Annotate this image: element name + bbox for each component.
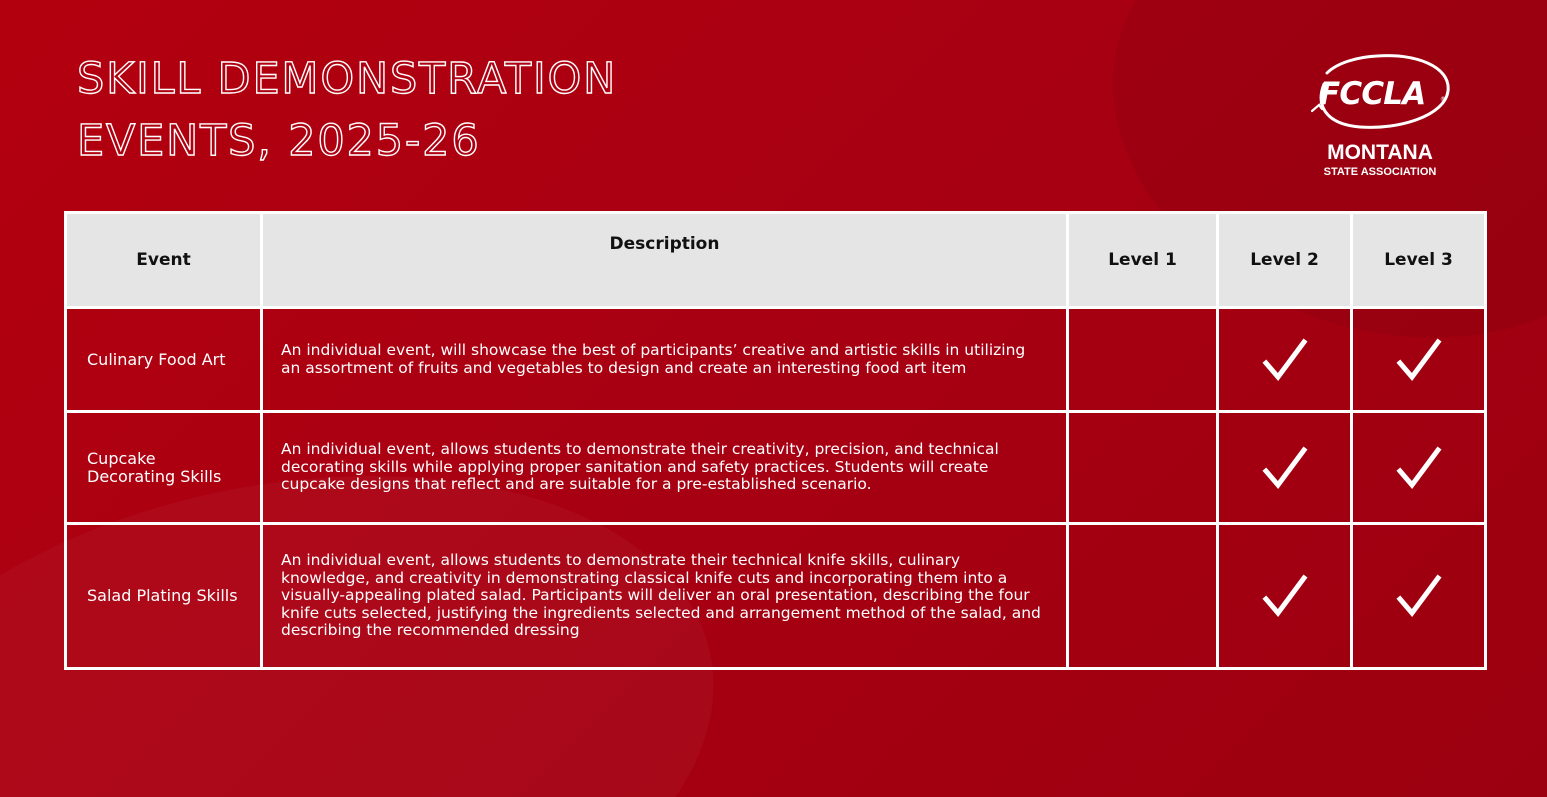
page-title-line-1: SKILL DEMONSTRATION [77,54,618,104]
level-3-cell [1352,524,1486,669]
level-3-cell [1352,412,1486,524]
table-body [66,308,1486,669]
level-3-column-header: Level 3 [1352,213,1486,308]
table-row [66,308,1486,412]
logo-association-text: STATE ASSOCIATION [1323,166,1437,178]
event-column-header: Event [66,213,262,308]
level-1-cell [1068,308,1218,412]
level-2-column-header: Level 2 [1218,213,1352,308]
checkmark-icon [1261,444,1309,492]
description-column-header: Description [262,213,1068,308]
checkmark-icon [1395,572,1443,620]
checkmark-icon [1261,336,1309,384]
table-row [66,412,1486,524]
logo-state-name: MONTANA [1327,141,1433,164]
event-description-cell: An individual event, allows students to demonstrate their technical knife skills, culinary knowledge, and creativity in demonstrating classical knife cuts and incorporating them into a visually-appealing plated salad. Participants will deliver an oral presentation, describing the four knife cuts selected, justifying the ingredients selected and arrangement method of the salad, and describing the recommended dressing [262,524,1068,669]
checkmark-icon [1261,572,1309,620]
table-row [66,524,1486,669]
level-1-cell [1068,412,1218,524]
level-2-cell [1218,524,1352,669]
level-2-cell [1218,412,1352,524]
level-2-cell [1218,308,1352,412]
event-name-cell: Culinary Food Art [66,308,262,412]
checkmark-icon [1395,444,1443,492]
events-table [64,211,1487,670]
page-title-line-2: EVENTS, 2025-26 [77,116,481,166]
table-header-row [66,213,1486,308]
table-header [66,213,1486,308]
event-name-cell: Cupcake Decorating Skills [66,412,262,524]
logo-registered-mark: ® [1440,96,1446,103]
event-description-cell: An individual event, will showcase the best of participants’ creative and artistic skills in utilizing an assortment of fruits and vegetables to design and create an interesting food art item [262,308,1068,412]
event-name-cell: Salad Plating Skills [66,524,262,669]
level-1-column-header: Level 1 [1068,213,1218,308]
page-title [77,48,697,172]
level-3-cell [1352,308,1486,412]
checkmark-icon [1395,336,1443,384]
level-1-cell [1068,524,1218,669]
events-table-container [64,211,1484,667]
logo-brand-text: FCCLA [1319,76,1426,112]
fccla-montana-logo [1306,50,1454,182]
event-description-cell: An individual event, allows students to demonstrate their creativity, precision, and technical decorating skills while applying proper sanitation and safety practices. Students will create cupcake designs that reflect and are suitable for a pre-established scenario. [262,412,1068,524]
